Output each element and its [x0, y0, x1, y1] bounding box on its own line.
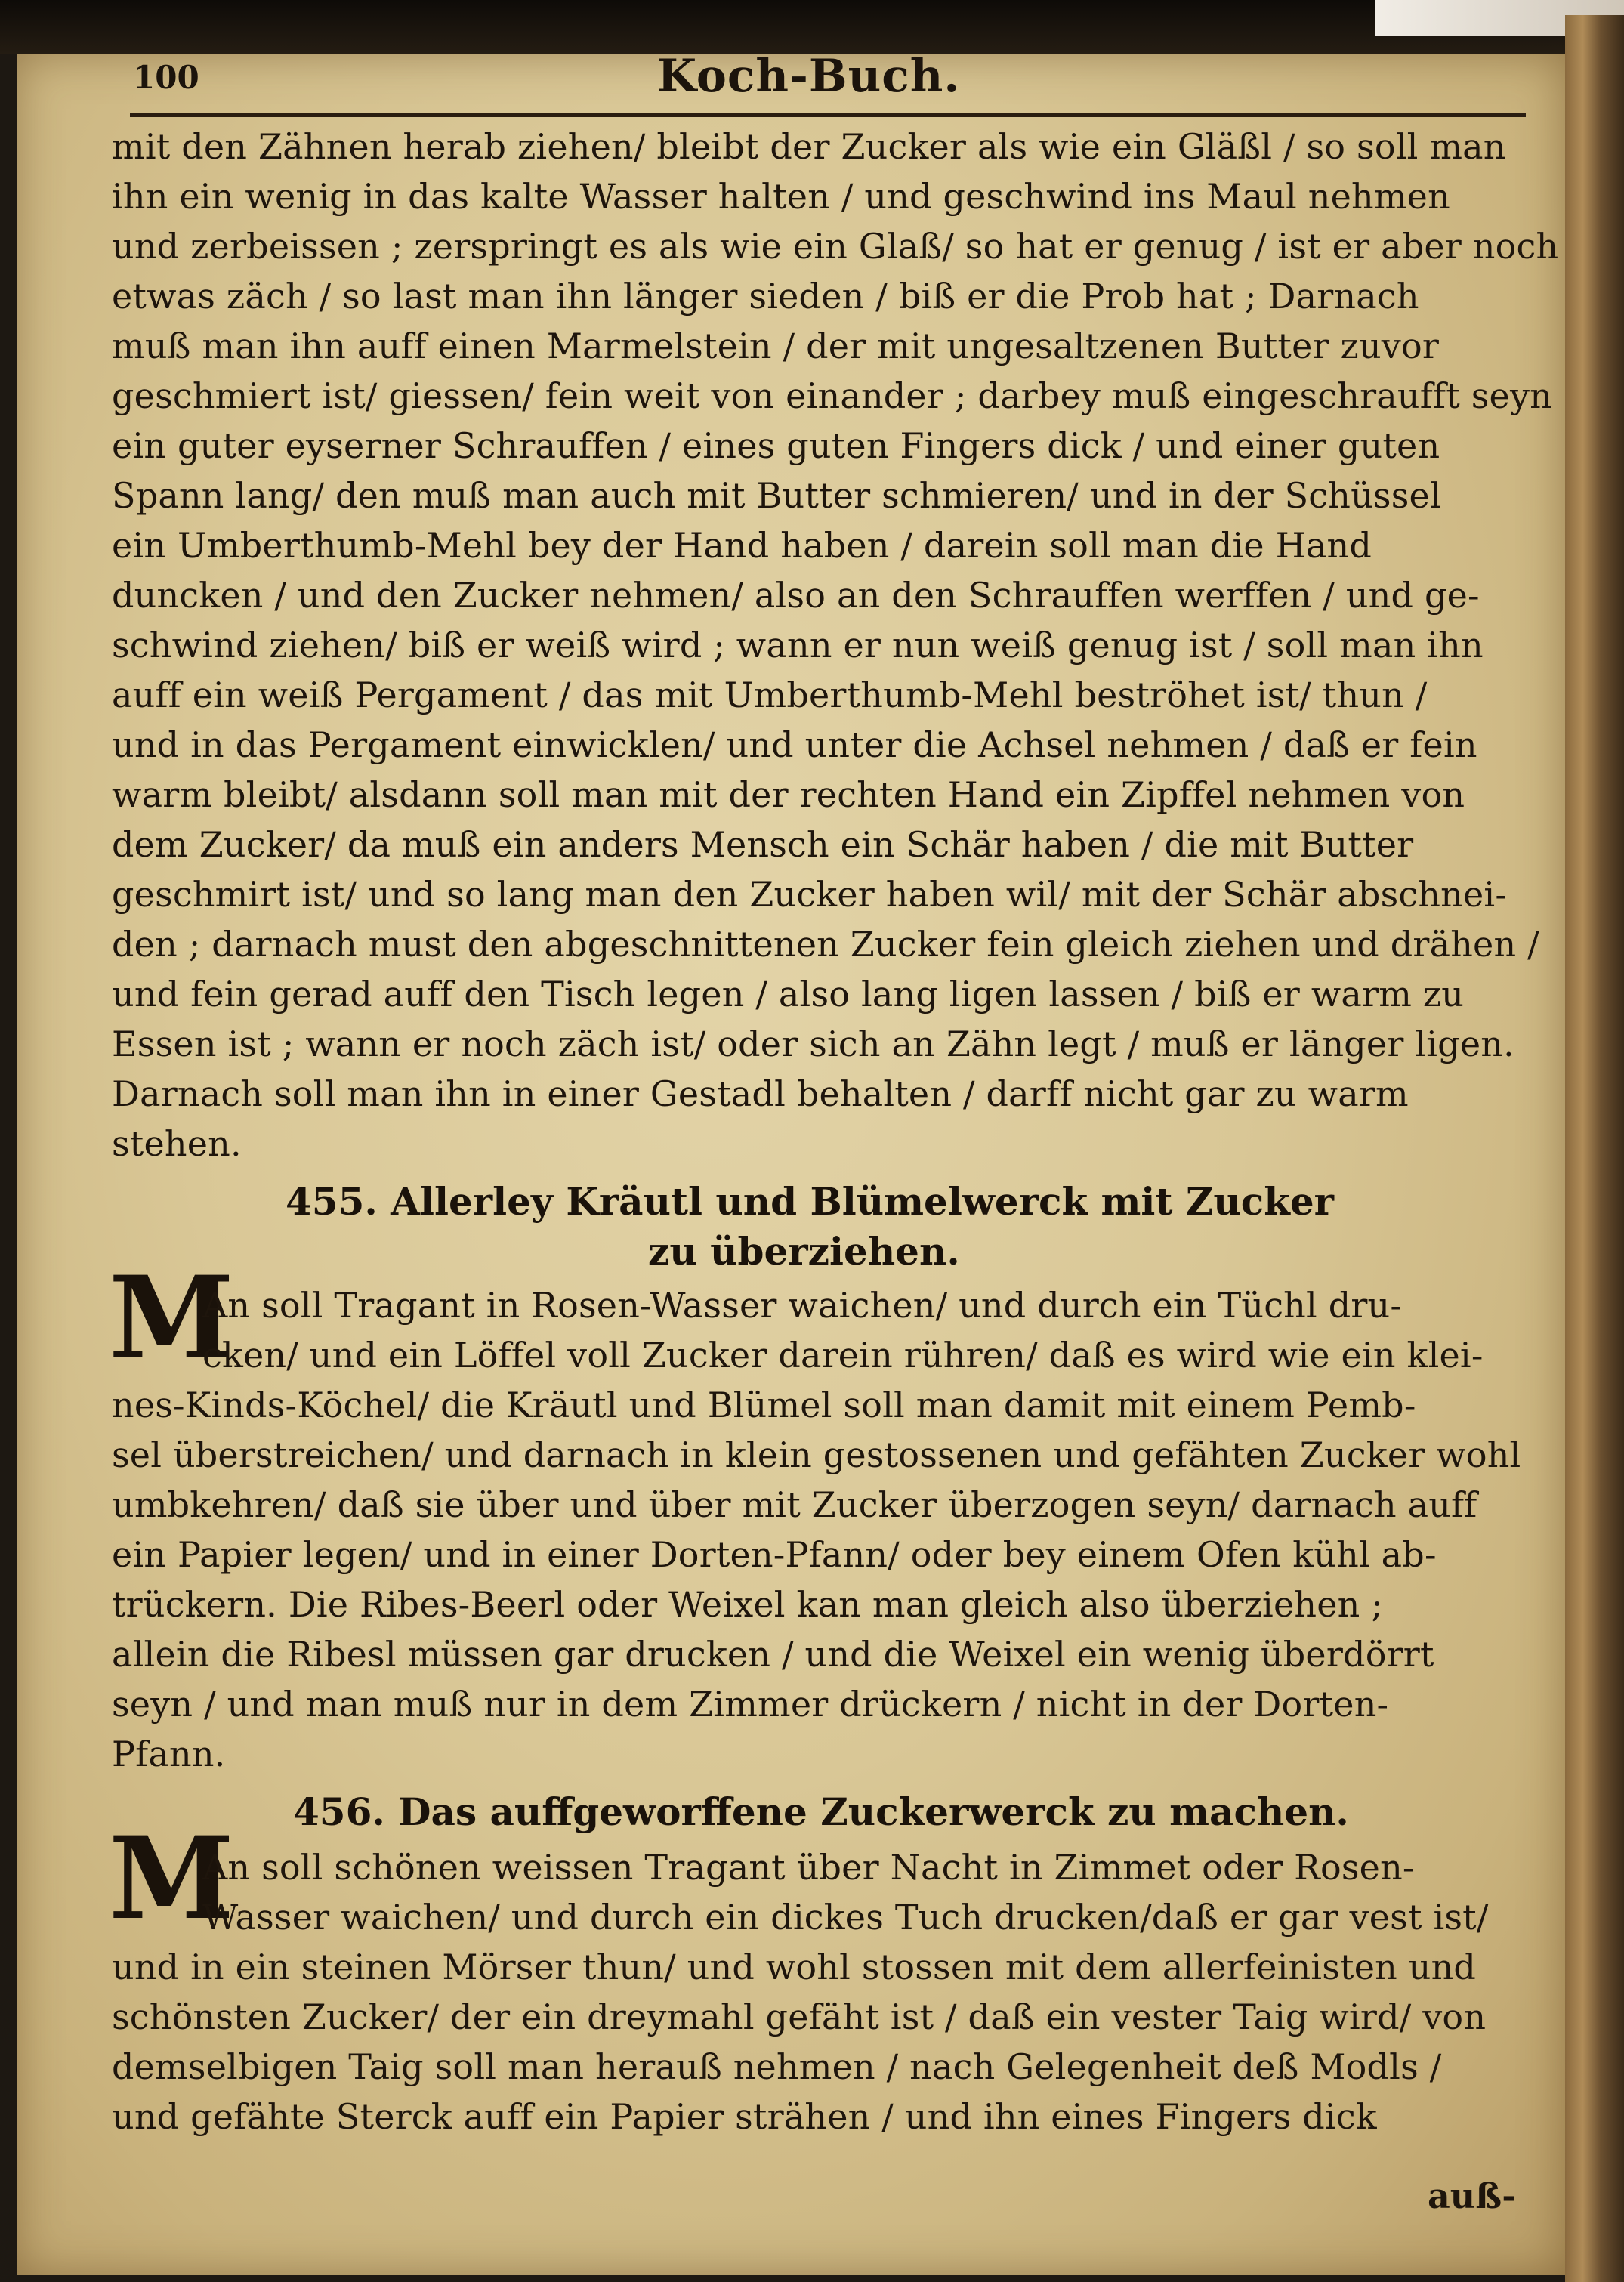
text-line: Wasser waichen/ und durch ein dickes Tuch drucken/daß er gar vest ist/	[202, 1897, 1489, 1938]
text-line: muß man ihn auff einen Marmelstein / der mit ungesaltzenen Butter zuvor	[112, 326, 1440, 366]
drop-capital-m: M	[109, 1812, 235, 1945]
text-line: und gefähte Sterck auff ein Papier strähen / und ihn eines Fingers dick	[112, 2096, 1377, 2137]
text-line: und fein gerad auff den Tisch legen / also lang ligen lassen / biß er warm zu	[112, 974, 1465, 1014]
recipe-455-heading-cont: zu überziehen.	[648, 1229, 960, 1274]
text-line: geschmiert ist/ giessen/ fein weit von einander ; darbey muß eingeschraufft seyn	[112, 375, 1552, 416]
text-line: warm bleibt/ alsdann soll man mit der rechten Hand ein Zipffel nehmen von	[112, 774, 1465, 815]
text-line: den ; darnach must den abgeschnittenen Zucker fein gleich ziehen und drähen /	[112, 924, 1539, 965]
text-line: ihn ein wenig in das kalte Wasser halten / und geschwind ins Maul nehmen	[112, 176, 1450, 217]
text-line: sel überstreichen/ und darnach in klein gestossenen und gefähten Zucker wohl	[112, 1434, 1521, 1475]
text-line: An soll Tragant in Rosen-Wasser waichen/ und durch ein Tüchl dru-	[202, 1285, 1403, 1326]
text-line: An soll schönen weissen Tragant über Nacht in Zimmet oder Rosen-	[202, 1847, 1415, 1888]
text-line: cken/ und ein Löffel voll Zucker darein rühren/ daß es wird wie ein klei-	[202, 1335, 1484, 1376]
text-line: ein Umberthumb-Mehl bey der Hand haben / darein soll man die Hand	[112, 525, 1372, 566]
text-line: und zerbeissen ; zerspringt es als wie ein Glaß/ so hat er genug / ist er aber noch	[112, 226, 1559, 267]
text-line: mit den Zähnen herab ziehen/ bleibt der Zucker als wie ein Gläßl / so soll man	[112, 126, 1506, 167]
text-line: schwind ziehen/ biß er weiß wird ; wann er nun weiß genug ist / soll man ihn	[112, 625, 1484, 665]
catchword: auß-	[1428, 2175, 1517, 2216]
text-line: und in das Pergament einwicklen/ und unter die Achsel nehmen / daß er fein	[112, 724, 1477, 765]
page-number: 100	[133, 59, 199, 96]
recipe-455-heading: 455. Allerley Kräutl und Blümelwerck mit Zucker	[286, 1179, 1335, 1224]
text-line: Pfann.	[112, 1734, 226, 1774]
text-line: umbkehren/ daß sie über und über mit Zucker überzogen seyn/ darnach auff	[112, 1484, 1477, 1525]
text-line: duncken / und den Zucker nehmen/ also an den Schrauffen werffen / und ge-	[112, 575, 1480, 616]
text-line: seyn / und man muß nur in dem Zimmer drückern / nicht in der Dorten-	[112, 1684, 1389, 1725]
text-line: nes-Kinds-Köchel/ die Kräutl und Blümel soll man damit mit einem Pemb-	[112, 1385, 1416, 1425]
text-line: Darnach soll man ihn in einer Gestadl behalten / darff nicht gar zu warm	[112, 1073, 1409, 1114]
text-line: ein guter eyserner Schrauffen / eines guten Fingers dick / und einer guten	[112, 425, 1440, 466]
text-line: allein die Ribesl müssen gar drucken / und die Weixel ein wenig überdörrt	[112, 1634, 1434, 1675]
header-rule	[130, 113, 1526, 117]
running-head: Koch-Buch.	[657, 50, 961, 103]
text-line: trückern. Die Ribes-Beerl oder Weixel kan man gleich also überziehen ;	[112, 1584, 1383, 1625]
recipe-456-heading: 456. Das auffgeworffene Zuckerwerck zu machen.	[293, 1789, 1349, 1834]
text-line: etwas zäch / so last man ihn länger sieden / biß er die Prob hat ; Darnach	[112, 276, 1419, 317]
book-gutter-edge	[1565, 15, 1624, 2282]
text-line: stehen.	[112, 1123, 242, 1164]
text-line: auff ein weiß Pergament / das mit Umberthumb-Mehl beströhet ist/ thun /	[112, 675, 1428, 715]
text-line: ein Papier legen/ und in einer Dorten-Pfann/ oder bey einem Ofen kühl ab-	[112, 1534, 1437, 1575]
text-line: demselbigen Taig soll man herauß nehmen / nach Gelegenheit deß Modls /	[112, 2046, 1442, 2087]
text-line: Spann lang/ den muß man auch mit Butter schmieren/ und in der Schüssel	[112, 475, 1441, 516]
text-line: dem Zucker/ da muß ein anders Mensch ein Schär haben / die mit Butter	[112, 824, 1414, 865]
text-line: schönsten Zucker/ der ein dreymahl gefäht ist / daß ein vester Taig wird/ von	[112, 1996, 1487, 2037]
text-line: Essen ist ; wann er noch zäch ist/ oder sich an Zähn legt / muß er länger ligen.	[112, 1024, 1514, 1064]
text-line: und in ein steinen Mörser thun/ und wohl stossen mit dem allerfeinisten und	[112, 1947, 1477, 1987]
drop-capital-m: M	[109, 1252, 235, 1385]
text-line: geschmirt ist/ und so lang man den Zucker haben wil/ mit der Schär abschnei-	[112, 874, 1508, 915]
